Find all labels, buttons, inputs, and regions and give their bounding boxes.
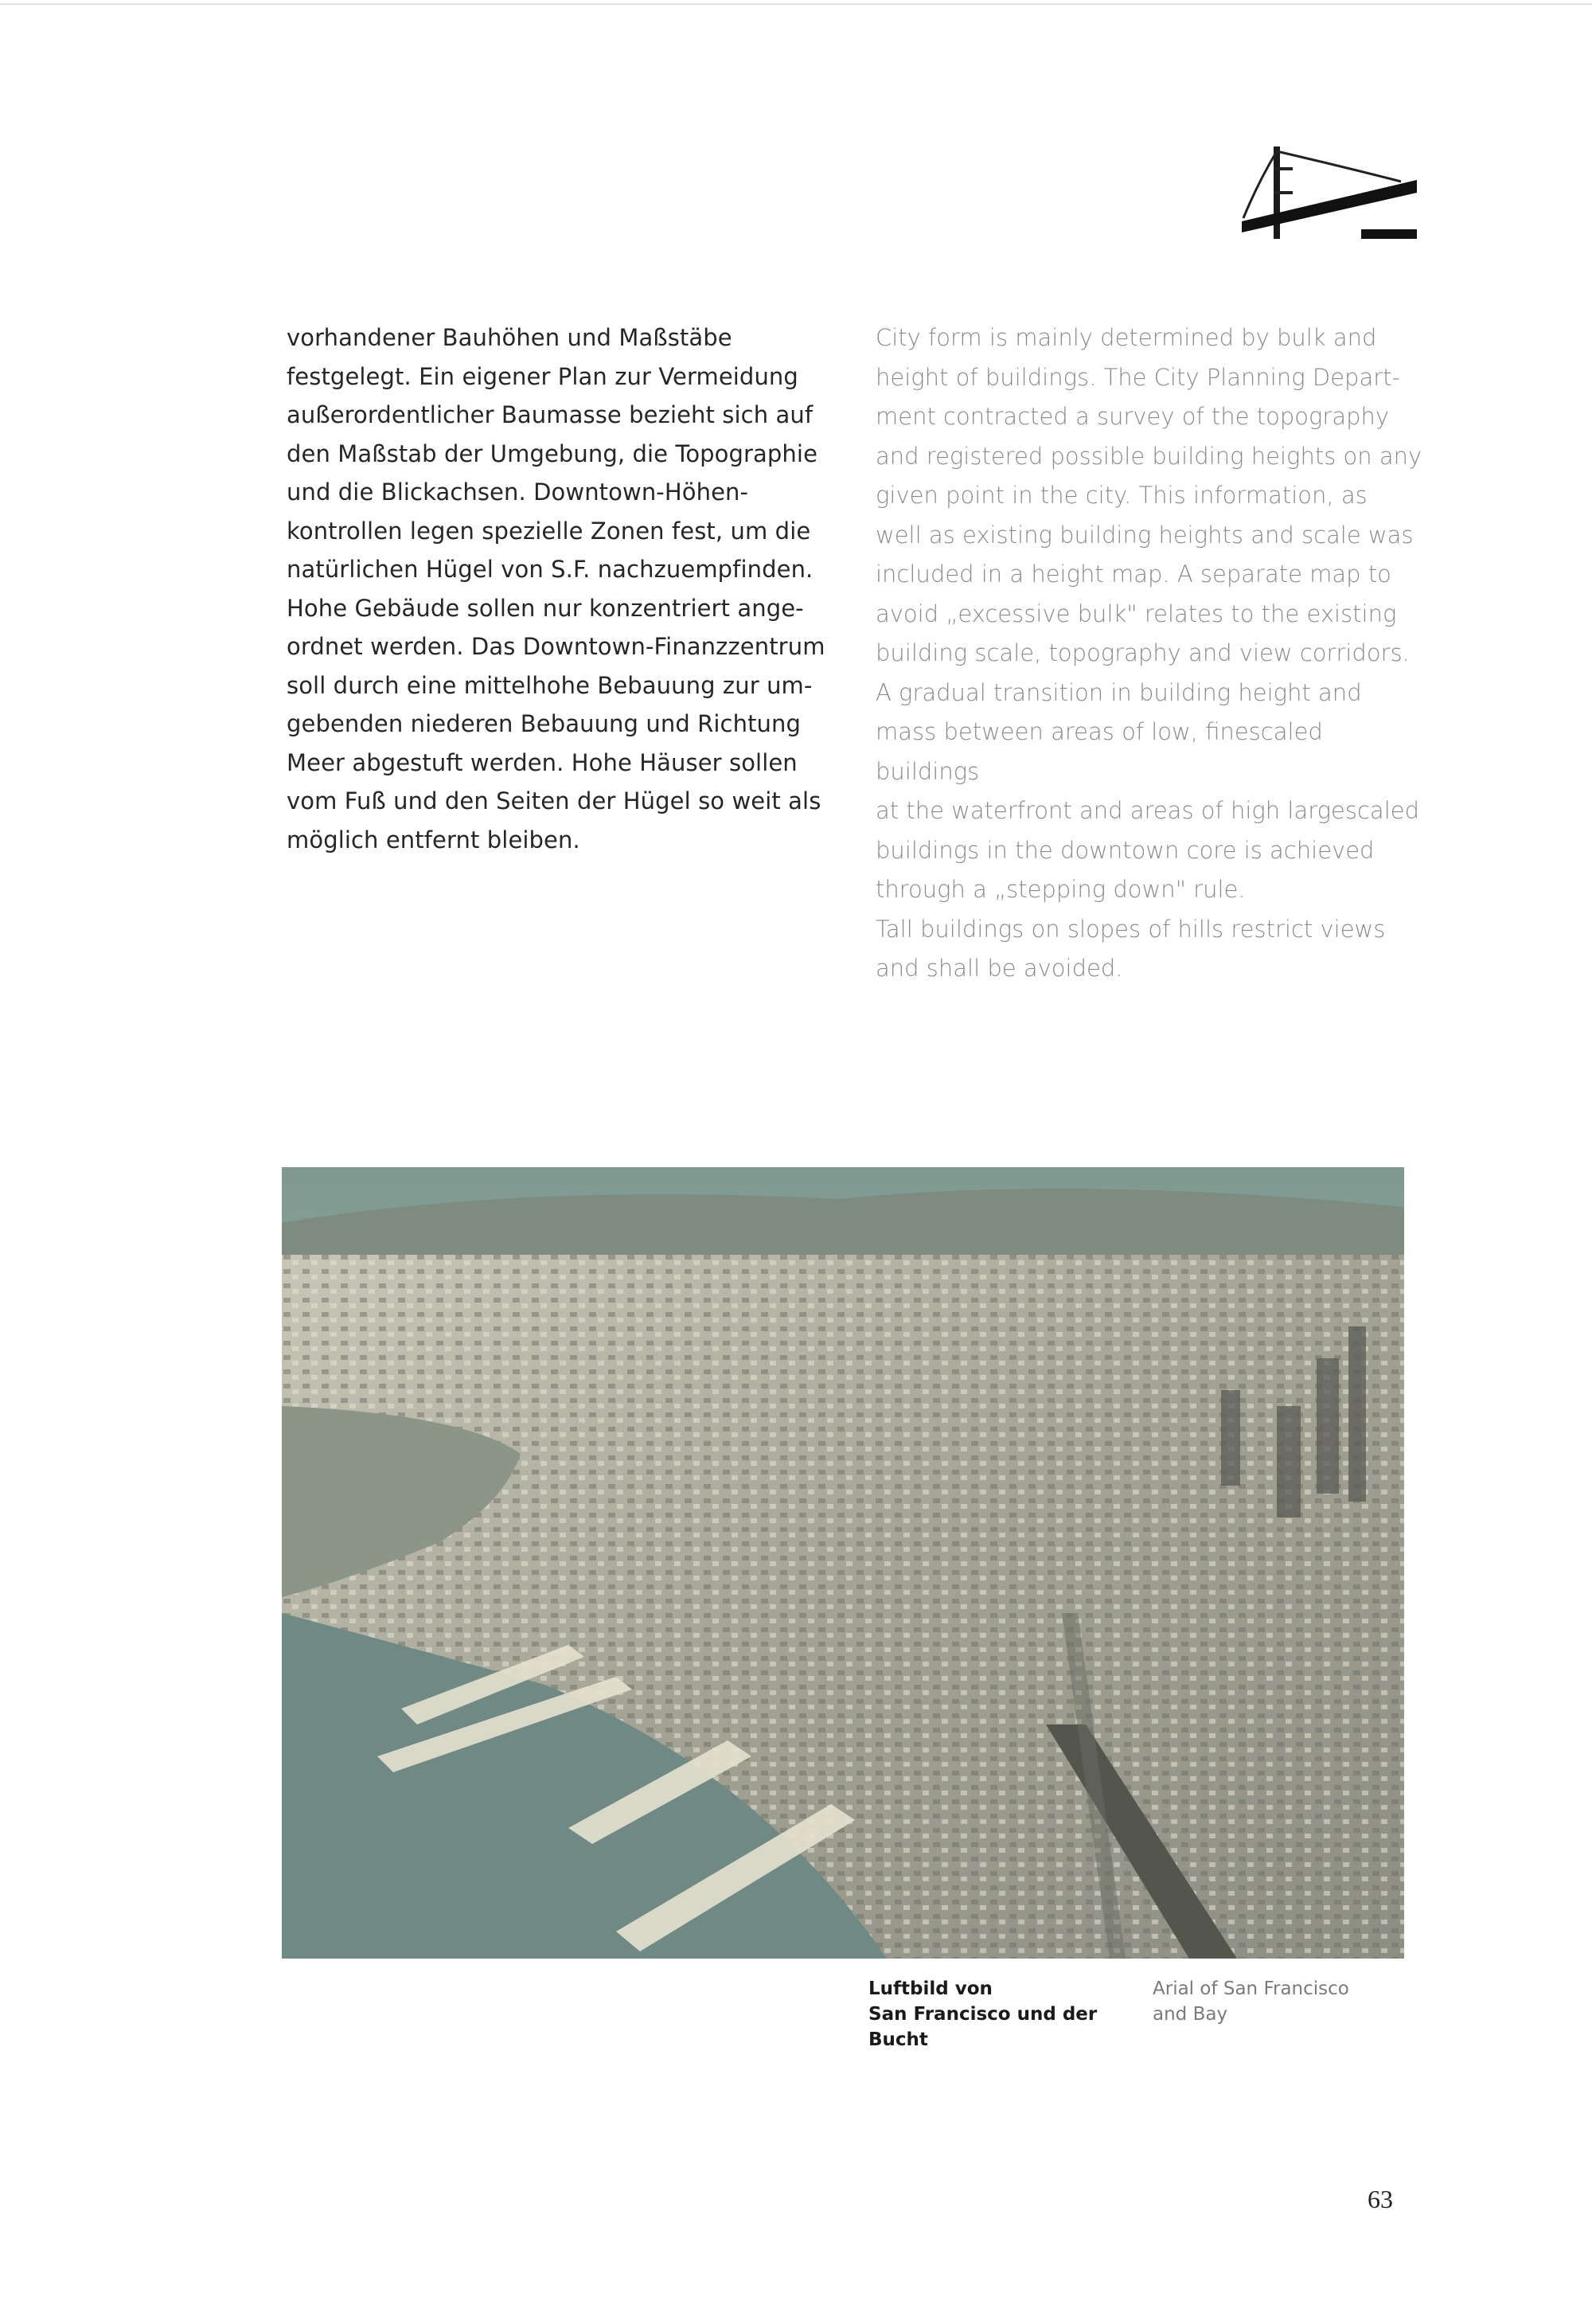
body-text-english: City form is mainly determined by bulk and height of buildings. The City Planning Depart- ment contracted a survey of the topography and registered possible building heights on any given point in the city. This information, as well as existing building heights and scale was included in a height map. A separate map to avoid „excessive bulk" relates to the existing building scale, topography and view corridors. A gradual transition in building height and mass between areas of low, finescaled buildings at the waterfront and areas of high largescaled buildings in the downtown core is achieved through a „stepping down" rule. Tall buildings on slopes of hills restrict views and shall be avoided. xyxy=(876,324,1422,982)
golden-gate-bridge-logo xyxy=(1242,135,1417,239)
top-rule xyxy=(0,3,1592,5)
page-number: 63 xyxy=(1368,2185,1393,2213)
aerial-photo-san-francisco xyxy=(282,1167,1404,1959)
body-text-german: vorhandener Bauhöhen und Maßstäbe festgelegt. Ein eigener Plan zur Vermeidung außerordentlicher Baumasse bezieht sich auf den Maßstab der Umgebung, die Topographie und die Blickachsen. Downtown-Höhen- kontrollen legen spezielle Zonen fest, um die natürlichen Hügel von S.F. nachzuempfinden. Hohe Gebäude sollen nur konzentriert ange- ordnet werden. Das Downtown-Finanzzentrum soll durch eine mittelhohe Bebauung zur um- gebenden niederen Bebauung und Richtung Meer abgestuft werden. Hohe Häuser sollen vom Fuß und den Seiten der Hügel so weit als möglich entfernt bleiben. xyxy=(287,324,825,853)
photo-caption-german: Luftbild von San Francisco und der Bucht xyxy=(868,1978,1098,2050)
photo-caption-english: Arial of San Francisco and Bay xyxy=(1153,1978,1349,2025)
